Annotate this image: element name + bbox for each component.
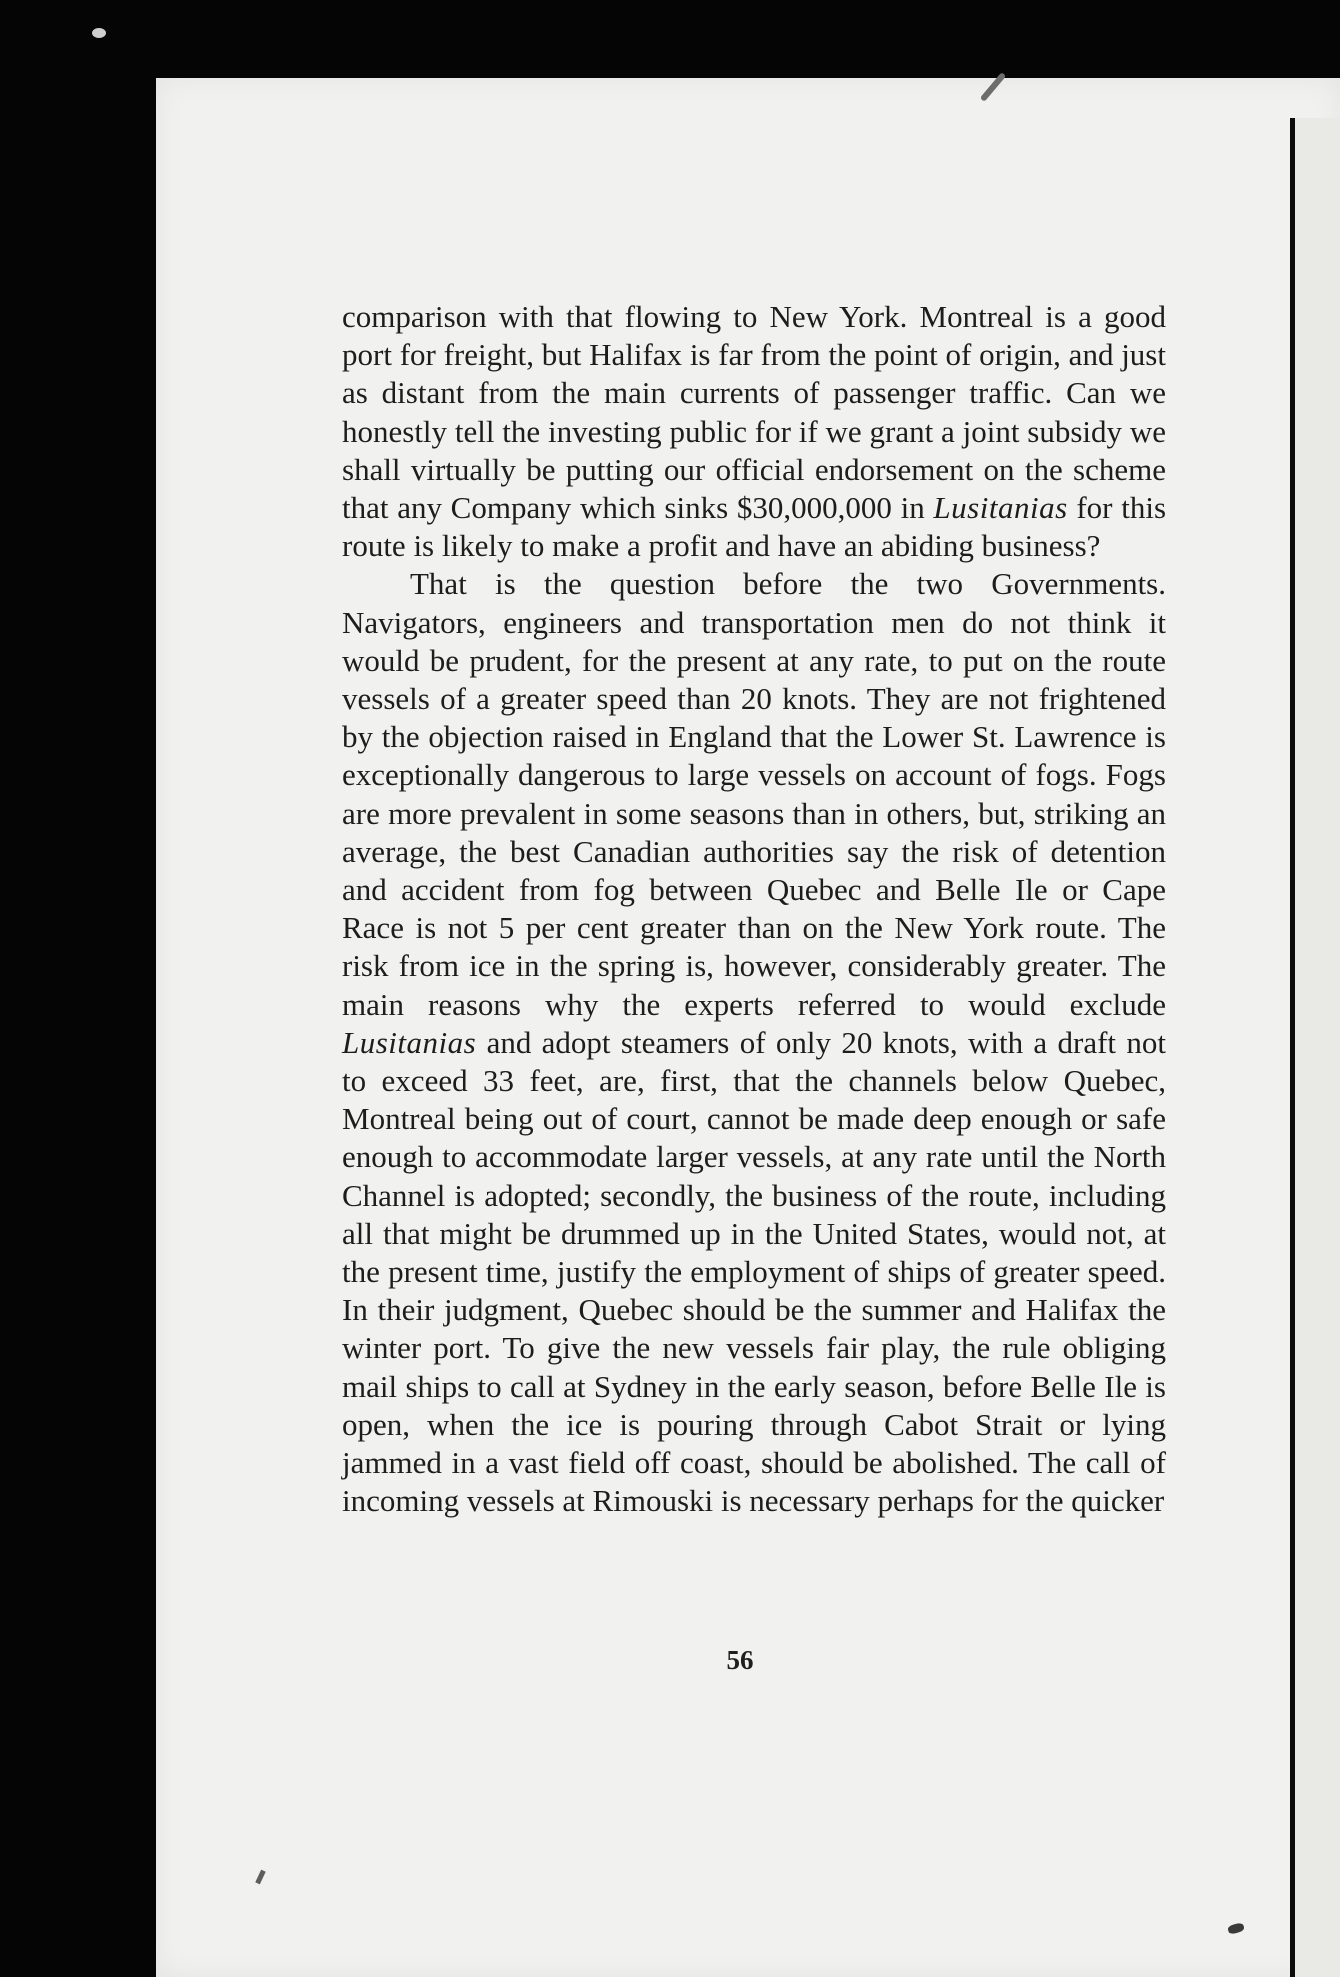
paragraph-1-run-1: comparison with that flowing to New York. Montreal is a good port for freight, but Halifax is far from the point of origin, and just as distant from the main currents of passenger traffic. Can we honestly tell the investing public for if we grant a joint subsidy we shall virtually be putting our official endorsement on the scheme that any Company which sinks $30,000,000 in: [342, 299, 1166, 526]
paragraph-2-run-1: That is the question before the two Governments. Navigators, engineers and transportation men do not think it would be prudent, for the present at any rate, to put on the route vessels of a greater speed than 20 knots. They are not frightened by the objection raised in England that the Lower St. Lawrence is exceptionally dangerous to large vessels on account of fogs. Fogs are more prevalent in some seasons than in others, but, striking an average, the best Canadian authorities say the risk of detention and accident from fog between Quebec and Belle Ile or Cape Race is not 5 per cent greater than on the New York route. The risk from ice in the spring is, however, considerably greater. The main reasons why the experts referred to would exclude: [342, 566, 1166, 1022]
italic-ship-name: Lusitanias: [342, 1024, 477, 1060]
page-gutter-shadow: [1290, 118, 1295, 1977]
facing-page-edge: [1295, 118, 1340, 1977]
body-text: [342, 298, 1166, 1521]
scan-speck: [92, 28, 106, 38]
paragraph-2-run-3: and adopt steamers of only 20 knots, with a draft not to exceed 33 feet, are, first, that the channels below Quebec, Montreal being out of court, cannot be made deep enough or safe enough to accommodate larger vessels, at any rate until the North Channel is adopted; secondly, the business of the route, including all that might be drummed up in the United States, would not, at the present time, justify the employment of ships of greater speed. In their judgment, Quebec should be the summer and Halifax the winter port. To give the new vessels fair play, the rule obliging mail ships to call at Sydney in the early season, before Belle Ile is open, when the ice is pouring through Cabot Strait or lying jammed in a vast field off coast, should be abolished. The call of incoming vessels at Rimouski is necessary perhaps for the quicker: [342, 1024, 1166, 1519]
italic-ship-name: Lusitanias: [933, 490, 1068, 526]
page-number: 56: [726, 1645, 754, 1675]
paragraph-1: [342, 298, 1166, 565]
paragraph-1-run-3: for this route is likely to make a profit and have an abiding business?: [342, 490, 1167, 564]
paragraph-2: [342, 565, 1166, 1520]
